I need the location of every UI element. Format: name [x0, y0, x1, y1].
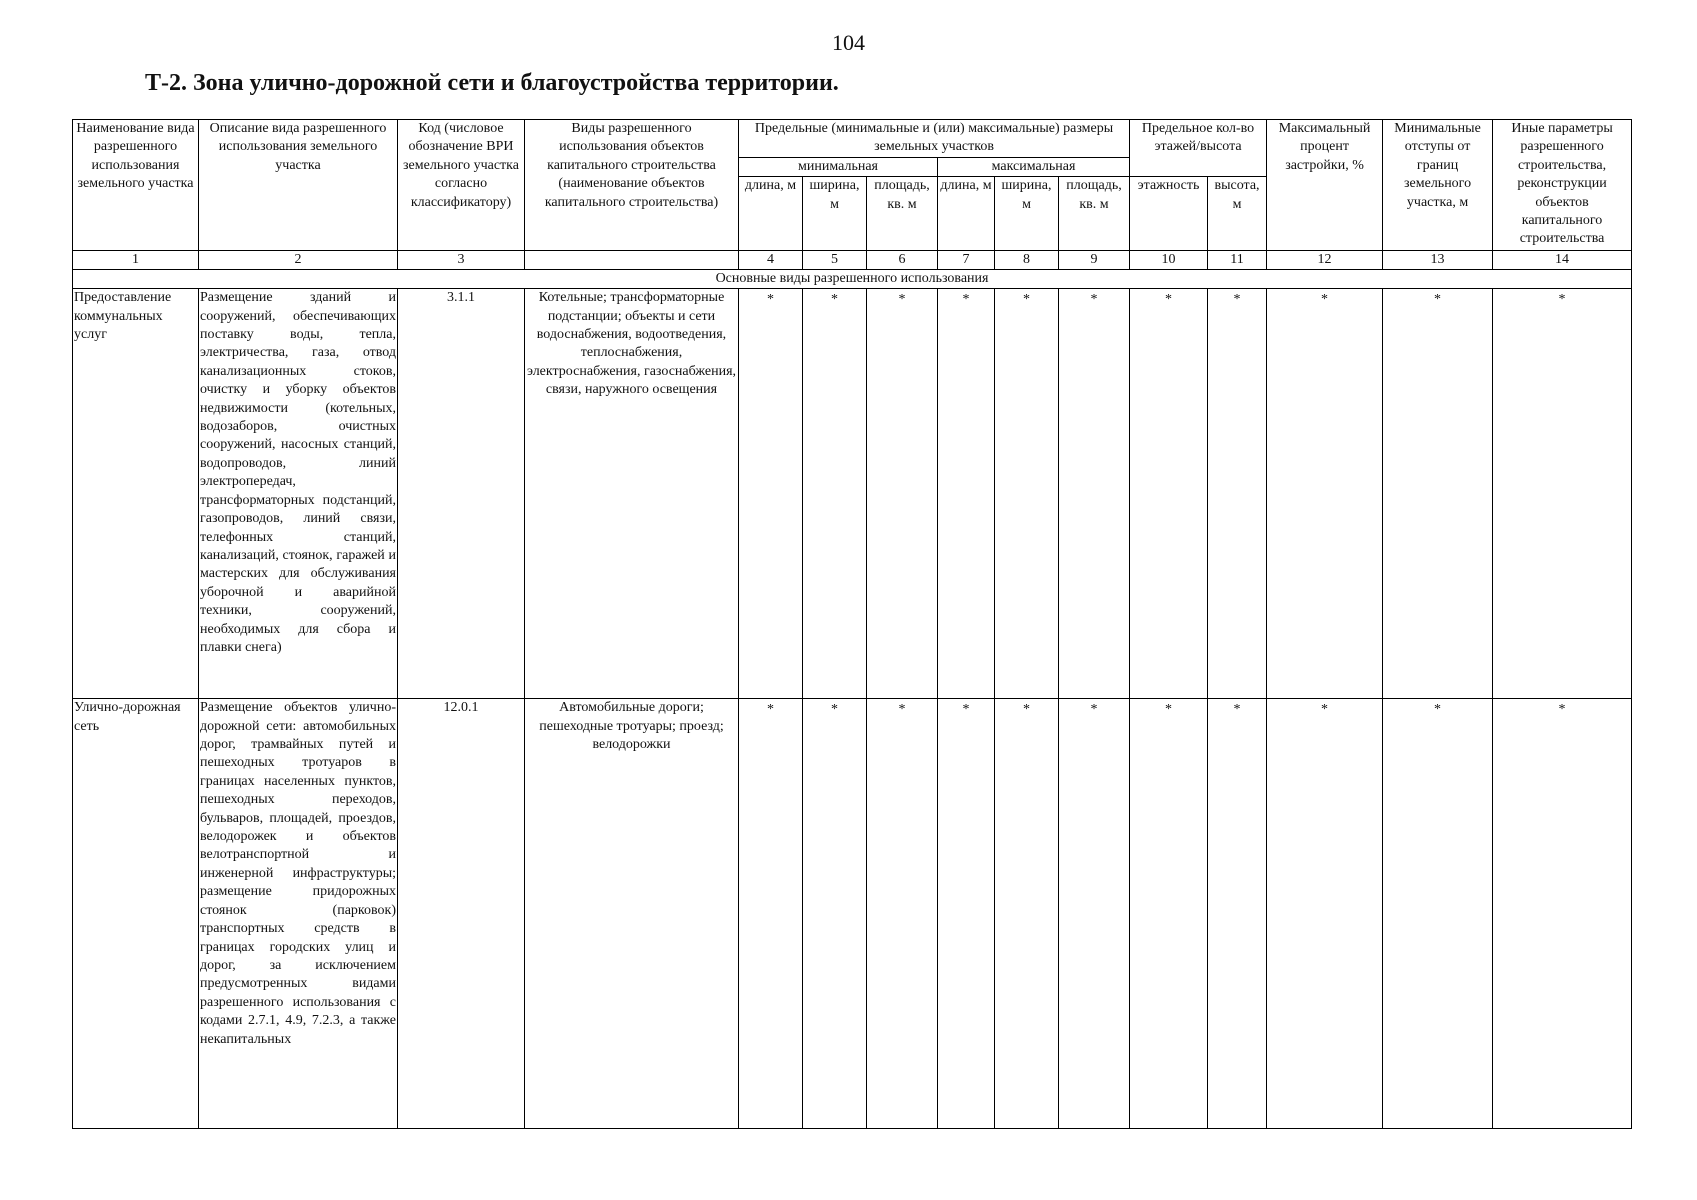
zone-regulations-table [72, 119, 1632, 1129]
param-value: * [1130, 289, 1208, 699]
param-value: * [1267, 289, 1383, 699]
use-description: Размещение зданий и сооружений, обеспечивающих поставку воды, тепла, электричества, газа, отвод канализационных стоков, очистку и уборку объектов недвижимости (котельных, водозаборов, очистных сооружений, насосных станций, водопроводов, линий электропередач, трансформаторных подстанций, газопроводов, линий связи, телефонных станций, канализаций, стоянок, гаражей и мастерских для обслуживания уборочной и аварийной техники, сооружений, необходимых для сбора и плавки снега) [199, 289, 398, 699]
param-value: * [1059, 699, 1130, 1129]
param-value: * [803, 699, 867, 1129]
header-floors: этажность [1130, 177, 1208, 251]
param-value: * [1383, 289, 1493, 699]
header-maximum: максимальная [938, 157, 1130, 176]
header-code: Код (числовое обозначение ВРИ земельного участка согласно классификатору) [398, 120, 525, 251]
param-value: * [1493, 289, 1632, 699]
section-row [73, 270, 1632, 289]
param-value: * [1267, 699, 1383, 1129]
use-description: Размещение объектов улично-дорожной сети: автомобильных дорог, трамвайных путей и пешеходных тротуаров в границах населенных пунктов, пешеходных переходов, бульваров, площадей, проездов, велодорожек и объектов велотранспортной и инженерной инфраструктуры; размещение придорожных стоянок (парковок) транспортных средств в границах городских улиц и дорог, за исключением предусмотренных видами разрешенного использования с кодами 2.7.1, 4.9, 7.2.3, а также некапитальных [199, 699, 398, 1129]
column-number [525, 251, 739, 270]
header-minimum: минимальная [739, 157, 938, 176]
page-number: 104 [832, 30, 865, 55]
column-number: 7 [938, 251, 995, 270]
header-area-min: площадь, кв. м [867, 177, 938, 251]
column-number: 6 [867, 251, 938, 270]
header-other-params: Иные параметры разрешенного строительства, реконструкции объектов капитального строительства [1493, 120, 1632, 251]
column-number: 1 [73, 251, 199, 270]
header-dimensions: Предельные (минимальные и (или) максимальные) размеры земельных участков [739, 120, 1130, 158]
header-floors-height: Предельное кол-во этажей/высота [1130, 120, 1267, 177]
use-code: 3.1.1 [398, 289, 525, 699]
header-max-percent: Максимальный процент застройки, % [1267, 120, 1383, 251]
header-area-max: площадь, кв. м [1059, 177, 1130, 251]
use-objects: Котельные; трансформаторные подстанции; объекты и сети водоснабжения, водоотведения, теплоснабжения, электроснабжения, газоснабжения, связи, наружного освещения [525, 289, 739, 699]
column-number: 12 [1267, 251, 1383, 270]
table-row [73, 289, 1632, 699]
column-number: 14 [1493, 251, 1632, 270]
column-number-row [73, 251, 1632, 270]
param-value: * [867, 289, 938, 699]
column-number: 2 [199, 251, 398, 270]
header-name: Наименование вида разрешенного использования земельного участка [73, 120, 199, 251]
param-value: * [803, 289, 867, 699]
column-number: 10 [1130, 251, 1208, 270]
header-height: высота, м [1208, 177, 1267, 251]
param-value: * [739, 699, 803, 1129]
param-value: * [1383, 699, 1493, 1129]
param-value: * [867, 699, 938, 1129]
column-number: 4 [739, 251, 803, 270]
header-length-min: длина, м [739, 177, 803, 251]
param-value: * [995, 699, 1059, 1129]
header-description: Описание вида разрешенного использования земельного участка [199, 120, 398, 251]
section-title: Основные виды разрешенного использования [73, 270, 1632, 289]
column-number: 8 [995, 251, 1059, 270]
param-value: * [1130, 699, 1208, 1129]
page-title: Т-2. Зона улично-дорожной сети и благоустройства территории. [145, 70, 839, 96]
header-row-1 [73, 120, 1632, 158]
use-name: Предоставление коммунальных услуг [73, 289, 199, 699]
header-objects: Виды разрешенного использования объектов капитального строительства (наименование объектов капитального строительства) [525, 120, 739, 251]
param-value: * [739, 289, 803, 699]
param-value: * [995, 289, 1059, 699]
param-value: * [1059, 289, 1130, 699]
column-number: 3 [398, 251, 525, 270]
param-value: * [1493, 699, 1632, 1129]
header-length-max: длина, м [938, 177, 995, 251]
use-code: 12.0.1 [398, 699, 525, 1129]
use-name: Улично-дорожная сеть [73, 699, 199, 1129]
param-value: * [1208, 699, 1267, 1129]
header-min-setback: Минимальные отступы от границ земельного участка, м [1383, 120, 1493, 251]
column-number: 5 [803, 251, 867, 270]
param-value: * [938, 699, 995, 1129]
use-objects: Автомобильные дороги; пешеходные тротуары; проезд; велодорожки [525, 699, 739, 1129]
header-width-min: ширина, м [803, 177, 867, 251]
table-row [73, 699, 1632, 1129]
column-number: 11 [1208, 251, 1267, 270]
param-value: * [938, 289, 995, 699]
column-number: 13 [1383, 251, 1493, 270]
column-number: 9 [1059, 251, 1130, 270]
header-width-max: ширина, м [995, 177, 1059, 251]
param-value: * [1208, 289, 1267, 699]
